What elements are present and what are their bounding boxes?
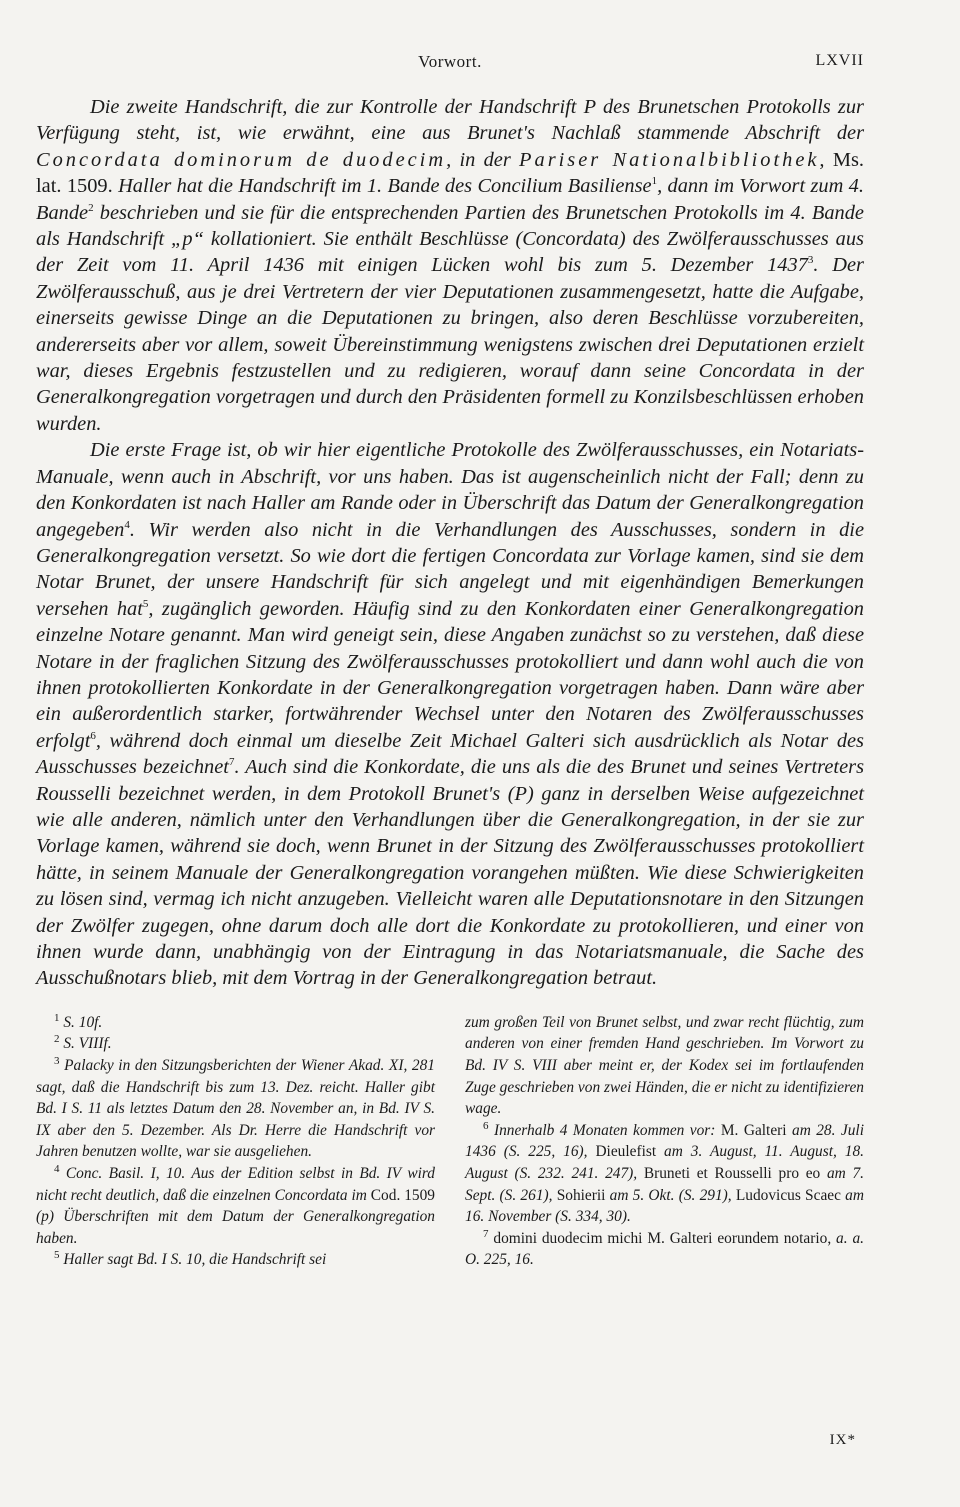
footnote-text: Sohierii	[556, 1186, 606, 1204]
footnote-ref: 7	[228, 756, 235, 769]
text-run: . Wir werden also nicht in die Verhandlungen des Ausschusses, sondern in die Generalkongregation versetzt. So wie dort die fertigen Concordata zur Vorlage kamen, sind sie dem Notar Brunet, der unsere Handschrift für sich angelegt und mit eigenhändigen Bemerkungen versehen hat	[36, 518, 864, 620]
footnote-ref: 2	[88, 201, 94, 214]
footnote-text: am 3. August, 11. August, 18. August (S. 232. 241. 247),	[465, 1143, 864, 1182]
footnote-text: am 5. Okt. (S. 291),	[605, 1186, 736, 1204]
footnote-text: Bruneti et Rousselli pro eo	[643, 1164, 821, 1182]
text-run: Die zweite Handschrift, die zur Kontrolle der Handschrift P des Brunetschen Protokolls zur Verfügung steht, ist, wie erwähnt, eine aus Brunet's Nachlaß stammende Abschrift der	[36, 96, 864, 145]
footnote-mark: 1	[54, 1011, 60, 1024]
footnote-column-right	[465, 1012, 864, 1271]
footnote-text: (p) Überschriften mit dem Datum der Generalkongregation haben.	[36, 1208, 435, 1247]
footnote-text: S. VIIIf.	[63, 1035, 112, 1053]
text-run: , zugänglich geworden. Häufig sind zu den Konkordaten einer Generalkongregation einzelne Notare genannt. Man wird geneigt sein, diese Angaben zunächst so zu verstehen, daß diese Notare in der fraglichen Sitzung des Zwölferausschusses protokolliert und dann wohl auch die von ihnen protokollierten Konkordate in der Generalkongregation vorgetragen haben. Dann wäre aber ein außerordentlich starker, fortwährender Wechsel unter den Notaren des Zwölferausschusses erfolgt	[36, 597, 864, 752]
manuscript-ref: Ms. lat. 1509.	[36, 148, 864, 198]
text-run: Haller hat die Handschrift im 1. Bande des Concilium Basiliense	[112, 175, 652, 198]
text-run: . Auch sind die Konkordate, die uns als die des Brunet und seines Vertreters Rousselli bezeichnet werden, in dem Protokoll Brunet's (P) ganz in derselben Weise aufgezeichnet wie alle anderen, nämlich unter den Verhandlungen über die Generalkongregation, in der sie zur Vorlage kamen, während sie doch, wenn Brunet in der Sitzung des Zwölferausschusses protokolliert hätte, in seinem Manuale der Generalkongregation vorangehen müßten. Wie diese Schwierigkeiten zu lösen sind, vermag ich nicht anzugeben. Vielleicht waren alle Deputationsnotare in den Sitzungen der Zwölfer zugegen, ohne darum doch alle dort die Konkordate zu protokollieren, und einer von ihnen wurde dann, unabhängig von der Eintragung in das Notariatsmanuale, die Sache des Ausschußnotars blieb, mit dem Vortrag in der Generalkongregation betraut.	[36, 756, 864, 990]
footnote	[36, 1055, 435, 1163]
page	[36, 52, 864, 1271]
footnote-text: zum großen Teil von Brunet selbst, und zwar recht flüchtig, zum anderen von einer fremden Hand geschrieben. Im Vorwort zu Bd. IV S. VIII aber meint er, der Kodex sei im fortlaufenden Zuge geschrieben von zwei Händen, die er nicht zu identifizieren wage.	[465, 1013, 864, 1118]
footnote-mark: 5	[54, 1249, 60, 1262]
footnote-column-left	[36, 1012, 435, 1271]
signature-mark: IX*	[829, 1432, 856, 1448]
footnote-mark: 3	[54, 1054, 60, 1067]
footnote-ref: 1	[651, 175, 658, 188]
footnote-text: a. a. O. 225, 16.	[465, 1229, 864, 1269]
running-title: Vorwort.	[418, 52, 482, 71]
footnote-text: Dieulefist	[595, 1143, 657, 1161]
footnote-text: Ludovicus Scaec	[735, 1186, 841, 1204]
footnote	[36, 1163, 435, 1249]
text-run: Pariser Nationalbibliothek	[519, 148, 820, 171]
footnote	[465, 1228, 864, 1271]
paragraph	[36, 94, 864, 437]
text-run: . Der Zwölferausschuß, aus je drei Vertretern der vier Deputationen zusammengesetzt, hatte die Aufgabe, einerseits gewisse Dinge an die Deputationen zu bringen, also deren Beschlüsse vorzubereiten, andererseits aber vor allem, soweit Übereinstimmung wenigstens zwischen drei Deputationen erzielt war, dieses Ergebnis festzustellen und zu redigieren, worauf dann seine Concordata in der Generalkongregation vorgetragen und durch den Präsidenten formell zu Konzilsbeschlüssen erhoben wurden.	[36, 254, 864, 435]
footnote-mark: 2	[54, 1033, 60, 1046]
text-run: , dann im Vorwort zum 4. Bande	[36, 175, 864, 224]
footnote-text: M. Galteri	[720, 1121, 787, 1139]
footnote-text: am 7. Sept. (S. 261),	[465, 1164, 864, 1204]
footnote-text: am 28. Juli 1436 (S. 225, 16),	[465, 1121, 864, 1161]
footnote-text: S. 10f.	[63, 1013, 103, 1031]
main-text	[36, 94, 864, 992]
footnote-text: Haller sagt Bd. I S. 10, die Handschrift sei	[63, 1251, 327, 1269]
footnote	[36, 1012, 435, 1034]
text-run: beschrieben und sie für die entsprechenden Partien des Brunetschen Protokolls im 4. Bande als Handschrift „p“ kollationiert. Sie enthält Beschlüsse (Concordata) des Zwölferausschusses aus der Zeit vom 11. April 1436 mit einigen Lücken wohl bis zum 5. Dezember 1437	[36, 201, 864, 277]
footnote-text: Innerhalb 4 Monaten kommen vor:	[493, 1121, 721, 1139]
footnotes	[36, 1012, 864, 1271]
footnote-ref: 6	[90, 729, 96, 742]
footnote-ref: 5	[142, 597, 149, 610]
footnote	[36, 1249, 435, 1271]
text-run: , während doch einmal um dieselbe Zeit Michael Galteri sich ausdrücklich als Notar des Ausschusses bezeichnet	[36, 729, 864, 779]
footnote-mark: 4	[54, 1162, 60, 1175]
footnote	[36, 1033, 435, 1055]
footnote-text: domini duodecim michi M. Galteri eorundem notario,	[493, 1229, 832, 1247]
footnote-text: Palacky in den Sitzungsberichten der Wiener Akad. XI, 281 sagt, daß die Handschrift bis zum 13. Dez. reicht. Haller gibt Bd. I S. 11 als letztes Datum den 28. November an, in Bd. IV S. IX aber den 5. Dezember. Als Dr. Herre die Handschrift vor Jahren benutzen wollte, war sie ausgeliehen.	[36, 1057, 435, 1161]
paragraph	[36, 437, 864, 992]
page-header	[36, 52, 864, 84]
footnote-text: am 16. November (S. 334, 30).	[465, 1186, 864, 1226]
footnote	[465, 1120, 864, 1228]
text-run: , in der	[446, 148, 520, 171]
footnote-ref: 3	[807, 254, 814, 267]
footnote-text: Cod. 1509	[370, 1186, 435, 1204]
text-run: Concordata dominorum de duodecim	[36, 148, 447, 171]
footnote-mark: 7	[483, 1227, 489, 1240]
text-run: ,	[819, 148, 833, 171]
text-run: Die erste Frage ist, ob wir hier eigentliche Protokolle des Zwölferausschusses, ein Notariats-Manuale, wenn auch in Abschrift, vor uns haben. Das ist augenscheinlich nicht der Fall; denn zu den Konkordaten ist nach Haller am Rande oder in Überschrift das Datum der Generalkongregation angegeben	[36, 439, 864, 541]
footnote-text: Conc. Basil. I, 10. Aus der Edition selbst in Bd. IV wird nicht recht deutlich, daß die einzelnen Concordata im	[36, 1164, 435, 1204]
footnote-continuation	[465, 1012, 864, 1120]
footnote-ref: 4	[124, 518, 130, 531]
footnote-mark: 6	[483, 1119, 489, 1132]
page-number: LXVII	[815, 52, 864, 69]
